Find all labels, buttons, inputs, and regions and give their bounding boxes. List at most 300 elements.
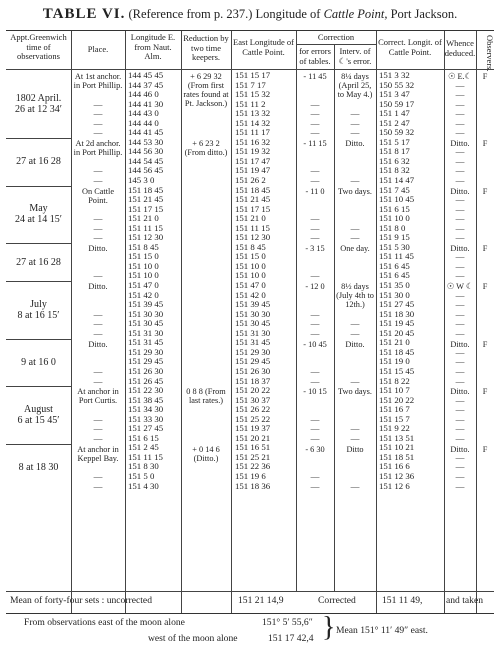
whence-cell: Ditto. bbox=[450, 186, 470, 196]
dash-mark: — bbox=[93, 117, 103, 128]
cell-east: 151 19 37 bbox=[235, 423, 271, 434]
interv-cell: One day. bbox=[340, 244, 370, 254]
obs-time bbox=[6, 156, 71, 167]
dash-mark: — bbox=[455, 165, 465, 176]
errors-cell: - 3 15 bbox=[305, 244, 325, 254]
dash-mark: — bbox=[310, 375, 320, 386]
cell-naut: 151 31 45 bbox=[128, 337, 164, 348]
dash-mark: — bbox=[93, 222, 103, 233]
east-obs-label: From observations east of the moon alone bbox=[24, 617, 185, 628]
cell-naut: 151 29 30 bbox=[128, 346, 164, 357]
cell-correct: 151 15 7 bbox=[379, 413, 410, 424]
observer-cell: F bbox=[482, 282, 488, 292]
obs-time bbox=[6, 299, 71, 321]
table-number: TABLE VI. bbox=[42, 6, 126, 22]
dash-mark: — bbox=[310, 175, 320, 186]
dash-mark: — bbox=[310, 108, 320, 119]
dash-mark: — bbox=[455, 346, 465, 357]
dash-mark: — bbox=[93, 213, 103, 224]
cell-naut: 144 44 0 bbox=[128, 117, 159, 128]
cell-east: 151 22 36 bbox=[235, 461, 271, 472]
cell-east: 151 18 37 bbox=[235, 375, 271, 386]
header-time: Appt.Greenwich time of observations bbox=[10, 32, 67, 61]
whence-cell: Ditto. bbox=[450, 138, 470, 148]
dash-mark: — bbox=[310, 165, 320, 176]
header-correct-long: Correct. Longit. of Cattle Point. bbox=[378, 37, 442, 57]
cell-east: 151 7 17 bbox=[235, 79, 266, 90]
dash-mark: — bbox=[455, 480, 465, 491]
cell-east: 151 29 30 bbox=[235, 346, 271, 357]
dash-mark: — bbox=[455, 203, 465, 214]
dash-mark: — bbox=[455, 375, 465, 386]
cell-naut: 151 21 45 bbox=[128, 194, 164, 205]
header-east-long: East Longitude of Cattle Point. bbox=[233, 37, 294, 57]
place-cell: At anchor in Keppel Bay. bbox=[77, 444, 119, 463]
group-rule bbox=[6, 138, 71, 139]
dash-mark: — bbox=[310, 98, 320, 109]
cell-east: 151 19 32 bbox=[235, 146, 271, 157]
obs-time bbox=[6, 93, 71, 115]
cell-correct: 151 12 36 bbox=[379, 470, 415, 481]
cell-correct: 151 10 21 bbox=[379, 442, 415, 453]
cell-correct: 151 20 22 bbox=[379, 394, 415, 405]
obs-time-line: 1802 April. bbox=[15, 93, 62, 105]
cell-east: 151 20 21 bbox=[235, 432, 271, 443]
cell-naut: 151 33 30 bbox=[128, 413, 164, 424]
dash-mark: — bbox=[455, 251, 465, 262]
cell-east: 151 42 0 bbox=[235, 289, 266, 300]
dash-mark: — bbox=[455, 213, 465, 224]
cell-correct: 151 5 17 bbox=[379, 136, 410, 147]
obs-time-line: 8 at 18 30 bbox=[18, 462, 59, 474]
dash-mark: — bbox=[350, 327, 360, 338]
dash-mark: — bbox=[455, 98, 465, 109]
obs-time-line: July bbox=[30, 299, 47, 310]
cell-naut: 151 5 0 bbox=[128, 470, 155, 481]
dash-mark: — bbox=[310, 270, 320, 281]
dash-mark: — bbox=[455, 451, 465, 462]
dash-mark: — bbox=[310, 423, 320, 434]
cell-correct: 151 10 7 bbox=[379, 385, 410, 396]
dash-mark: — bbox=[455, 308, 465, 319]
cell-east: 151 16 32 bbox=[235, 136, 271, 147]
cell-correct: 151 14 47 bbox=[379, 175, 415, 186]
dash-mark: — bbox=[455, 365, 465, 376]
cell-correct: 151 27 45 bbox=[379, 299, 415, 310]
place-dash-column bbox=[71, 71, 125, 491]
cell-naut: 151 42 0 bbox=[128, 289, 159, 300]
obs-time bbox=[6, 462, 71, 473]
cell-east: 151 26 2 bbox=[235, 175, 266, 186]
obs-time-line: 9 at 16 0 bbox=[21, 357, 56, 369]
cell-correct: 151 30 0 bbox=[379, 289, 410, 300]
cell-correct: 151 3 32 bbox=[379, 70, 410, 80]
interv-dash-column bbox=[334, 71, 376, 491]
place-cell: Ditto. bbox=[88, 244, 108, 254]
col-divider bbox=[181, 31, 182, 613]
reduction-cell: 0 8 8 (From last rates.) bbox=[186, 387, 226, 406]
header-longitude-naut: Longitude E. from Naut. Alm. bbox=[130, 32, 176, 61]
table-place-italic: Cattle Point, bbox=[323, 7, 388, 21]
place-cell: At 2d anchor. in Port Phillip. bbox=[73, 138, 123, 157]
cell-east: 151 30 37 bbox=[235, 394, 271, 405]
obs-time-line: 27 at 16 28 bbox=[16, 256, 61, 268]
cell-naut: 151 4 30 bbox=[128, 480, 159, 491]
cell-east: 151 26 30 bbox=[235, 365, 271, 376]
dash-mark: — bbox=[350, 375, 360, 386]
observer-cell: F bbox=[482, 72, 488, 81]
dash-mark: — bbox=[350, 117, 360, 128]
dash-mark: — bbox=[93, 232, 103, 243]
dash-mark: — bbox=[310, 413, 320, 424]
cell-correct: 151 20 45 bbox=[379, 327, 415, 338]
cell-east: 151 39 45 bbox=[235, 299, 271, 310]
dash-mark: — bbox=[455, 394, 465, 405]
dash-mark: — bbox=[93, 318, 103, 329]
cell-naut: 151 30 45 bbox=[128, 318, 164, 329]
header-observers: Observers. bbox=[485, 35, 495, 72]
cell-naut: 151 27 45 bbox=[128, 423, 164, 434]
cell-east: 151 15 32 bbox=[235, 89, 271, 100]
dash-mark: — bbox=[93, 327, 103, 338]
observer-cell: F bbox=[482, 186, 488, 196]
reduction-cell: + 6 29 32 (From first rates found at Pt. Jackson.) bbox=[183, 72, 229, 108]
header-correction: Correction bbox=[317, 32, 355, 42]
cell-naut: 151 29 45 bbox=[128, 356, 164, 367]
dash-mark: — bbox=[310, 222, 320, 233]
dash-mark: — bbox=[350, 232, 360, 243]
obs-time-line: 24 at 14 15′ bbox=[15, 214, 62, 226]
cell-east: 151 31 45 bbox=[235, 337, 271, 348]
cell-naut: 144 41 30 bbox=[128, 98, 164, 109]
cell-correct: 151 6 32 bbox=[379, 155, 410, 166]
cell-east: 151 13 32 bbox=[235, 108, 271, 119]
obs-time bbox=[6, 357, 71, 368]
cell-correct: 151 18 45 bbox=[379, 346, 415, 357]
dash-mark: — bbox=[455, 470, 465, 481]
dash-mark: — bbox=[310, 327, 320, 338]
dash-mark: — bbox=[93, 108, 103, 119]
cell-correct: 151 8 32 bbox=[379, 165, 410, 176]
interv-cell: Ditto. bbox=[345, 138, 365, 148]
dash-mark: — bbox=[455, 108, 465, 119]
cell-east: 151 29 45 bbox=[235, 356, 271, 367]
table-reference: (Reference from p. 237.) bbox=[128, 7, 253, 21]
whence-cell: ☉ E.☾ bbox=[447, 72, 473, 81]
dash-mark: — bbox=[455, 117, 465, 128]
corrected-label: Corrected bbox=[318, 595, 356, 606]
dash-mark: — bbox=[310, 232, 320, 243]
cell-correct: 150 59 32 bbox=[379, 127, 415, 138]
cell-naut: 151 26 30 bbox=[128, 365, 164, 376]
group-rule bbox=[6, 281, 71, 282]
cell-naut: 151 18 45 bbox=[128, 184, 164, 195]
cell-naut: 145 3 0 bbox=[128, 175, 155, 186]
interv-cell: Two days. bbox=[338, 186, 372, 196]
dash-mark: — bbox=[455, 413, 465, 424]
cell-correct: 151 10 45 bbox=[379, 194, 415, 205]
cell-east: 151 20 22 bbox=[235, 385, 271, 396]
obs-time bbox=[6, 203, 71, 225]
group-rule bbox=[6, 339, 71, 340]
whence-cell: Ditto. bbox=[450, 444, 470, 454]
cell-correct: 151 16 7 bbox=[379, 404, 410, 415]
dash-mark: — bbox=[93, 270, 103, 281]
reduction-cell: + 6 23 2 (From ditto.) bbox=[184, 138, 228, 157]
cell-correct: 151 6 45 bbox=[379, 260, 410, 271]
place-cell: On Cattle Point. bbox=[81, 186, 115, 205]
obs-time-line: August bbox=[24, 404, 53, 416]
cell-east: 151 11 17 bbox=[235, 127, 270, 138]
dash-mark: — bbox=[455, 127, 465, 138]
cell-east: 151 19 6 bbox=[235, 470, 266, 481]
cell-naut: 151 31 30 bbox=[128, 327, 164, 338]
whence-cell: ☉ W ☾ bbox=[446, 282, 474, 292]
dash-mark: — bbox=[350, 127, 360, 138]
dash-mark: — bbox=[350, 480, 360, 491]
header-errors-tables: for errors of tables. bbox=[299, 46, 331, 66]
cell-east: 151 18 36 bbox=[235, 480, 271, 491]
dash-mark: — bbox=[93, 127, 103, 138]
cell-east: 151 11 2 bbox=[235, 98, 266, 109]
cell-east: 151 10 0 bbox=[235, 270, 266, 281]
cell-east: 151 16 51 bbox=[235, 442, 271, 453]
dash-mark: — bbox=[310, 365, 320, 376]
cell-correct: 151 9 15 bbox=[379, 232, 410, 243]
whence-cell: Ditto. bbox=[450, 339, 470, 349]
dash-mark: — bbox=[310, 470, 320, 481]
naut-column bbox=[128, 71, 180, 491]
cell-correct: 151 19 0 bbox=[379, 356, 410, 367]
errors-cell: - 11 45 bbox=[303, 72, 327, 81]
dash-mark: — bbox=[93, 432, 103, 443]
cell-naut: 151 17 15 bbox=[128, 203, 164, 214]
cell-naut: 151 15 0 bbox=[128, 251, 159, 262]
cell-correct: 151 3 47 bbox=[379, 89, 410, 100]
interv-cell: 8¼ days (April 25, to May 4.) bbox=[337, 72, 373, 99]
dash-mark: — bbox=[455, 327, 465, 338]
dash-mark: — bbox=[455, 175, 465, 186]
cell-correct: 151 19 45 bbox=[379, 318, 415, 329]
cell-correct: 151 8 17 bbox=[379, 146, 410, 157]
cell-correct: 151 12 6 bbox=[379, 480, 410, 491]
cell-correct: 151 6 45 bbox=[379, 270, 410, 281]
dash-mark: — bbox=[350, 222, 360, 233]
correction-rule bbox=[296, 44, 376, 45]
interv-cell: 8½ days (July 4th to 12th.) bbox=[336, 282, 374, 310]
cell-naut: 151 12 30 bbox=[128, 232, 164, 243]
place-cell: Ditto. bbox=[88, 282, 108, 292]
longitude-table bbox=[6, 30, 494, 614]
cell-correct: 151 8 22 bbox=[379, 375, 410, 386]
dash-mark: — bbox=[310, 117, 320, 128]
dash-mark: — bbox=[455, 461, 465, 472]
east-obs-value: 151° 5′ 55,6″ bbox=[262, 617, 313, 628]
cell-naut: 144 53 30 bbox=[128, 136, 164, 147]
cell-east: 151 25 22 bbox=[235, 413, 271, 424]
obs-time-line: May bbox=[29, 203, 48, 215]
dash-mark: — bbox=[350, 175, 360, 186]
west-obs-value: 151 17 42,4 bbox=[268, 633, 314, 644]
whence-cell: Ditto. bbox=[450, 387, 470, 397]
dash-mark: — bbox=[350, 318, 360, 329]
dash-mark: — bbox=[93, 98, 103, 109]
obs-time bbox=[6, 257, 71, 268]
cell-east: 151 15 17 bbox=[235, 70, 271, 80]
dash-mark: — bbox=[93, 413, 103, 424]
cell-east: 151 25 21 bbox=[235, 451, 271, 462]
cell-correct: 151 5 30 bbox=[379, 241, 410, 252]
west-obs-label: west of the moon alone bbox=[148, 633, 238, 644]
cell-naut: 144 43 0 bbox=[128, 108, 159, 119]
brace: } bbox=[322, 612, 336, 643]
dash-mark: — bbox=[93, 423, 103, 434]
east-column bbox=[235, 71, 295, 491]
dash-mark: — bbox=[310, 308, 320, 319]
cell-east: 151 31 30 bbox=[235, 327, 271, 338]
dash-mark: — bbox=[310, 432, 320, 443]
dash-mark: — bbox=[93, 375, 103, 386]
cell-naut: 144 54 45 bbox=[128, 155, 164, 166]
dash-mark: — bbox=[310, 127, 320, 138]
cell-naut: 151 2 45 bbox=[128, 442, 159, 453]
cell-naut: 151 22 30 bbox=[128, 385, 164, 396]
cell-naut: 151 21 0 bbox=[128, 213, 159, 224]
table-subject: Longitude of bbox=[255, 7, 321, 21]
cell-naut: 151 38 45 bbox=[128, 394, 164, 405]
table-title bbox=[0, 6, 500, 23]
cell-correct: 151 6 15 bbox=[379, 203, 410, 214]
interv-cell: Ditto bbox=[346, 444, 364, 454]
errors-cell: - 6 30 bbox=[305, 444, 325, 454]
cell-naut: 151 26 45 bbox=[128, 375, 164, 386]
dash-mark: — bbox=[455, 155, 465, 166]
reduction-cell: + 0 14 6 (Ditto.) bbox=[192, 444, 220, 463]
cell-naut: 144 41 45 bbox=[128, 127, 164, 138]
place-cell: Ditto. bbox=[88, 339, 108, 349]
cell-east: 151 17 15 bbox=[235, 203, 271, 214]
mean-corrected: 151 11 49, bbox=[382, 595, 423, 606]
dash-mark: — bbox=[455, 146, 465, 157]
dash-mark: — bbox=[455, 404, 465, 415]
dash-mark: — bbox=[455, 289, 465, 300]
dash-mark: — bbox=[310, 213, 320, 224]
observer-cell: F bbox=[482, 244, 488, 254]
cell-east: 151 10 0 bbox=[235, 260, 266, 271]
dash-mark: — bbox=[455, 79, 465, 90]
cell-naut: 151 34 30 bbox=[128, 404, 164, 415]
cell-correct: 151 8 0 bbox=[379, 222, 406, 233]
group-rule bbox=[6, 444, 71, 445]
cell-naut: 144 37 45 bbox=[128, 79, 164, 90]
col-divider bbox=[125, 31, 126, 613]
dash-mark: — bbox=[93, 470, 103, 481]
col-divider bbox=[476, 31, 477, 613]
cell-correct: 150 55 32 bbox=[379, 79, 415, 90]
dash-mark: — bbox=[455, 270, 465, 281]
cell-east: 151 15 0 bbox=[235, 251, 266, 262]
cell-correct: 151 9 22 bbox=[379, 423, 410, 434]
mean-uncorrected: 151 21 14,9 bbox=[238, 595, 284, 606]
dash-mark: — bbox=[455, 423, 465, 434]
observer-cell: F bbox=[482, 138, 488, 148]
cell-naut: 151 30 30 bbox=[128, 308, 164, 319]
dash-mark: — bbox=[455, 194, 465, 205]
errors-dash-column bbox=[296, 71, 334, 491]
dash-mark: — bbox=[455, 432, 465, 443]
dash-mark: — bbox=[455, 356, 465, 367]
cell-naut: 151 47 0 bbox=[128, 280, 159, 291]
correct-column bbox=[379, 71, 443, 491]
obs-time-line: 26 at 12 34′ bbox=[15, 104, 62, 116]
whence-dash-column bbox=[444, 71, 476, 491]
final-mean: Mean 151° 11′ 49″ east. bbox=[336, 625, 428, 636]
header-interv: Interv. of ☾'s error. bbox=[338, 46, 372, 66]
obs-time-line: 6 at 15 45′ bbox=[17, 415, 60, 427]
cell-naut: 144 56 45 bbox=[128, 165, 164, 176]
cell-east: 151 14 32 bbox=[235, 117, 271, 128]
dash-mark: — bbox=[350, 432, 360, 443]
cell-east: 151 18 45 bbox=[235, 184, 271, 195]
cell-east: 151 21 0 bbox=[235, 213, 266, 224]
cell-east: 151 30 30 bbox=[235, 308, 271, 319]
dash-mark: — bbox=[93, 480, 103, 491]
col-divider bbox=[231, 31, 232, 613]
cell-east: 151 30 45 bbox=[235, 318, 271, 329]
cell-correct: 151 16 6 bbox=[379, 461, 410, 472]
cell-correct: 151 7 45 bbox=[379, 184, 410, 195]
obs-time-line: 8 at 16 15′ bbox=[17, 310, 60, 321]
observer-cell: F bbox=[482, 444, 488, 454]
header-reduction: Reduction by two time keepers. bbox=[183, 33, 229, 62]
dash-mark: — bbox=[455, 299, 465, 310]
cell-correct: 151 11 45 bbox=[379, 251, 414, 262]
and-taken: and taken bbox=[446, 595, 484, 606]
cell-naut: 151 11 15 bbox=[128, 451, 163, 462]
obs-time-line: 27 at 16 28 bbox=[16, 156, 61, 168]
dash-mark: — bbox=[350, 423, 360, 434]
dash-mark: — bbox=[93, 175, 103, 186]
dash-mark: — bbox=[455, 89, 465, 100]
cell-correct: 151 1 47 bbox=[379, 108, 410, 119]
errors-cell: - 10 15 bbox=[303, 387, 327, 397]
place-cell: At anchor in Port Curtis. bbox=[77, 387, 119, 406]
cell-naut: 144 56 30 bbox=[128, 146, 164, 157]
cell-naut: 151 10 0 bbox=[128, 260, 159, 271]
interv-cell: Ditto. bbox=[345, 339, 365, 349]
group-rule bbox=[6, 386, 71, 387]
cell-correct: 151 21 0 bbox=[379, 337, 410, 348]
cell-east: 151 8 45 bbox=[235, 241, 266, 252]
cell-naut: 144 45 45 bbox=[128, 70, 164, 80]
cell-naut: 151 10 0 bbox=[128, 270, 159, 281]
cell-east: 151 12 30 bbox=[235, 232, 271, 243]
group-rule bbox=[6, 186, 71, 187]
dash-mark: — bbox=[350, 108, 360, 119]
header-whence: Whence deduced. bbox=[444, 38, 476, 58]
observer-cell: F bbox=[482, 339, 488, 349]
table-place: Port Jackson. bbox=[390, 7, 458, 21]
group-rule bbox=[6, 243, 71, 244]
cell-east: 151 47 0 bbox=[235, 280, 266, 291]
cell-east: 151 11 15 bbox=[235, 222, 270, 233]
cell-naut: 151 8 30 bbox=[128, 461, 159, 472]
cell-east: 151 26 22 bbox=[235, 404, 271, 415]
cell-naut: 151 8 45 bbox=[128, 241, 159, 252]
obs-time bbox=[6, 404, 71, 426]
dash-mark: — bbox=[310, 480, 320, 491]
cell-correct: 151 13 51 bbox=[379, 432, 415, 443]
